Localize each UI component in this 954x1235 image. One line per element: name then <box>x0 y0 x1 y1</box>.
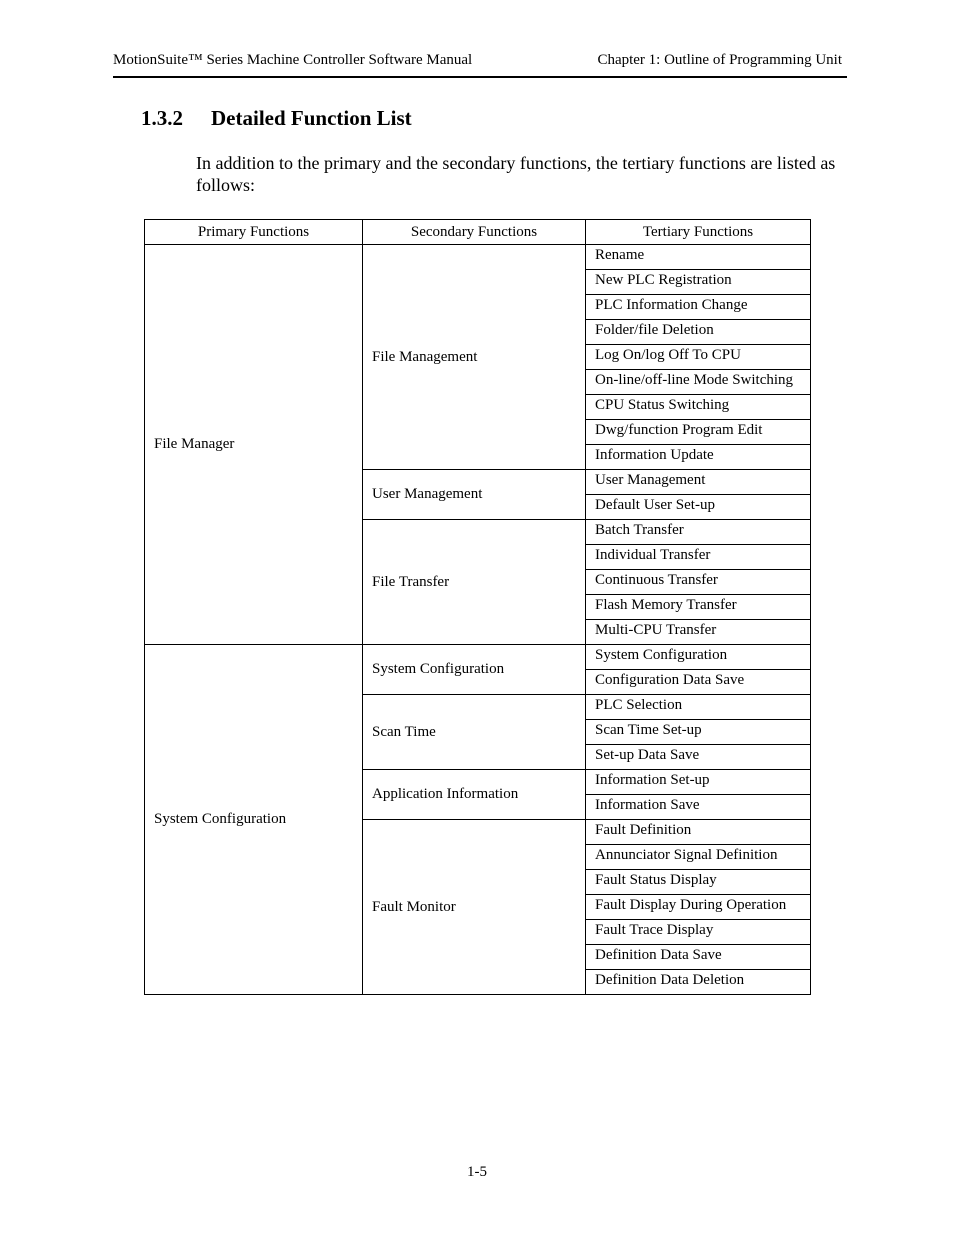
tertiary-function-cell: CPU Status Switching <box>586 395 811 420</box>
table-header-row <box>145 220 811 245</box>
tertiary-function-cell: Fault Status Display <box>586 870 811 895</box>
tertiary-function-cell: Log On/log Off To CPU <box>586 345 811 370</box>
tertiary-function-cell: Fault Display During Operation <box>586 895 811 920</box>
secondary-function-cell: Scan Time <box>363 695 586 770</box>
section-title: Detailed Function List <box>211 106 412 130</box>
section-heading <box>141 106 412 131</box>
secondary-function-cell: File Management <box>363 245 586 470</box>
manual-title: MotionSuite™ Series Machine Controller Software Manual <box>113 52 473 68</box>
tertiary-function-cell: Multi-CPU Transfer <box>586 620 811 645</box>
chapter-title: Chapter 1: Outline of Programming Unit <box>597 52 842 68</box>
secondary-function-cell: Fault Monitor <box>363 820 586 995</box>
primary-function-cell: System Configuration <box>145 645 363 995</box>
tertiary-function-cell: Definition Data Save <box>586 945 811 970</box>
tertiary-function-cell: Information Update <box>586 445 811 470</box>
tertiary-function-cell: Flash Memory Transfer <box>586 595 811 620</box>
column-header: Secondary Functions <box>363 220 586 245</box>
tertiary-function-cell: Individual Transfer <box>586 545 811 570</box>
table-row <box>145 245 811 270</box>
tertiary-function-cell: PLC Information Change <box>586 295 811 320</box>
tertiary-function-cell: Batch Transfer <box>586 520 811 545</box>
primary-function-cell: File Manager <box>145 245 363 645</box>
tertiary-function-cell: System Configuration <box>586 645 811 670</box>
function-table <box>144 219 811 995</box>
secondary-function-cell: File Transfer <box>363 520 586 645</box>
tertiary-function-cell: Configuration Data Save <box>586 670 811 695</box>
tertiary-function-cell: Continuous Transfer <box>586 570 811 595</box>
secondary-function-cell: User Management <box>363 470 586 520</box>
tertiary-function-cell: Dwg/function Program Edit <box>586 420 811 445</box>
tertiary-function-cell: Set-up Data Save <box>586 745 811 770</box>
secondary-function-cell: Application Information <box>363 770 586 820</box>
tertiary-function-cell: Scan Time Set-up <box>586 720 811 745</box>
tertiary-function-cell: Default User Set-up <box>586 495 811 520</box>
tertiary-function-cell: Rename <box>586 245 811 270</box>
tertiary-function-cell: Definition Data Deletion <box>586 970 811 995</box>
column-header: Tertiary Functions <box>586 220 811 245</box>
tertiary-function-cell: Fault Trace Display <box>586 920 811 945</box>
section-number: 1.3.2 <box>141 106 183 130</box>
tertiary-function-cell: User Management <box>586 470 811 495</box>
tertiary-function-cell: Folder/file Deletion <box>586 320 811 345</box>
column-header: Primary Functions <box>145 220 363 245</box>
tertiary-function-cell: Information Save <box>586 795 811 820</box>
running-header <box>113 52 847 78</box>
secondary-function-cell: System Configuration <box>363 645 586 695</box>
table-body <box>145 245 811 995</box>
tertiary-function-cell: PLC Selection <box>586 695 811 720</box>
tertiary-function-cell: Information Set-up <box>586 770 811 795</box>
tertiary-function-cell: Annunciator Signal Definition <box>586 845 811 870</box>
intro-paragraph: In addition to the primary and the secondary functions, the tertiary functions are listed as follows: <box>196 153 836 195</box>
table-row <box>145 645 811 670</box>
tertiary-function-cell: New PLC Registration <box>586 270 811 295</box>
tertiary-function-cell: Fault Definition <box>586 820 811 845</box>
page-number: 1-5 <box>467 1164 487 1180</box>
tertiary-function-cell: On-line/off-line Mode Switching <box>586 370 811 395</box>
